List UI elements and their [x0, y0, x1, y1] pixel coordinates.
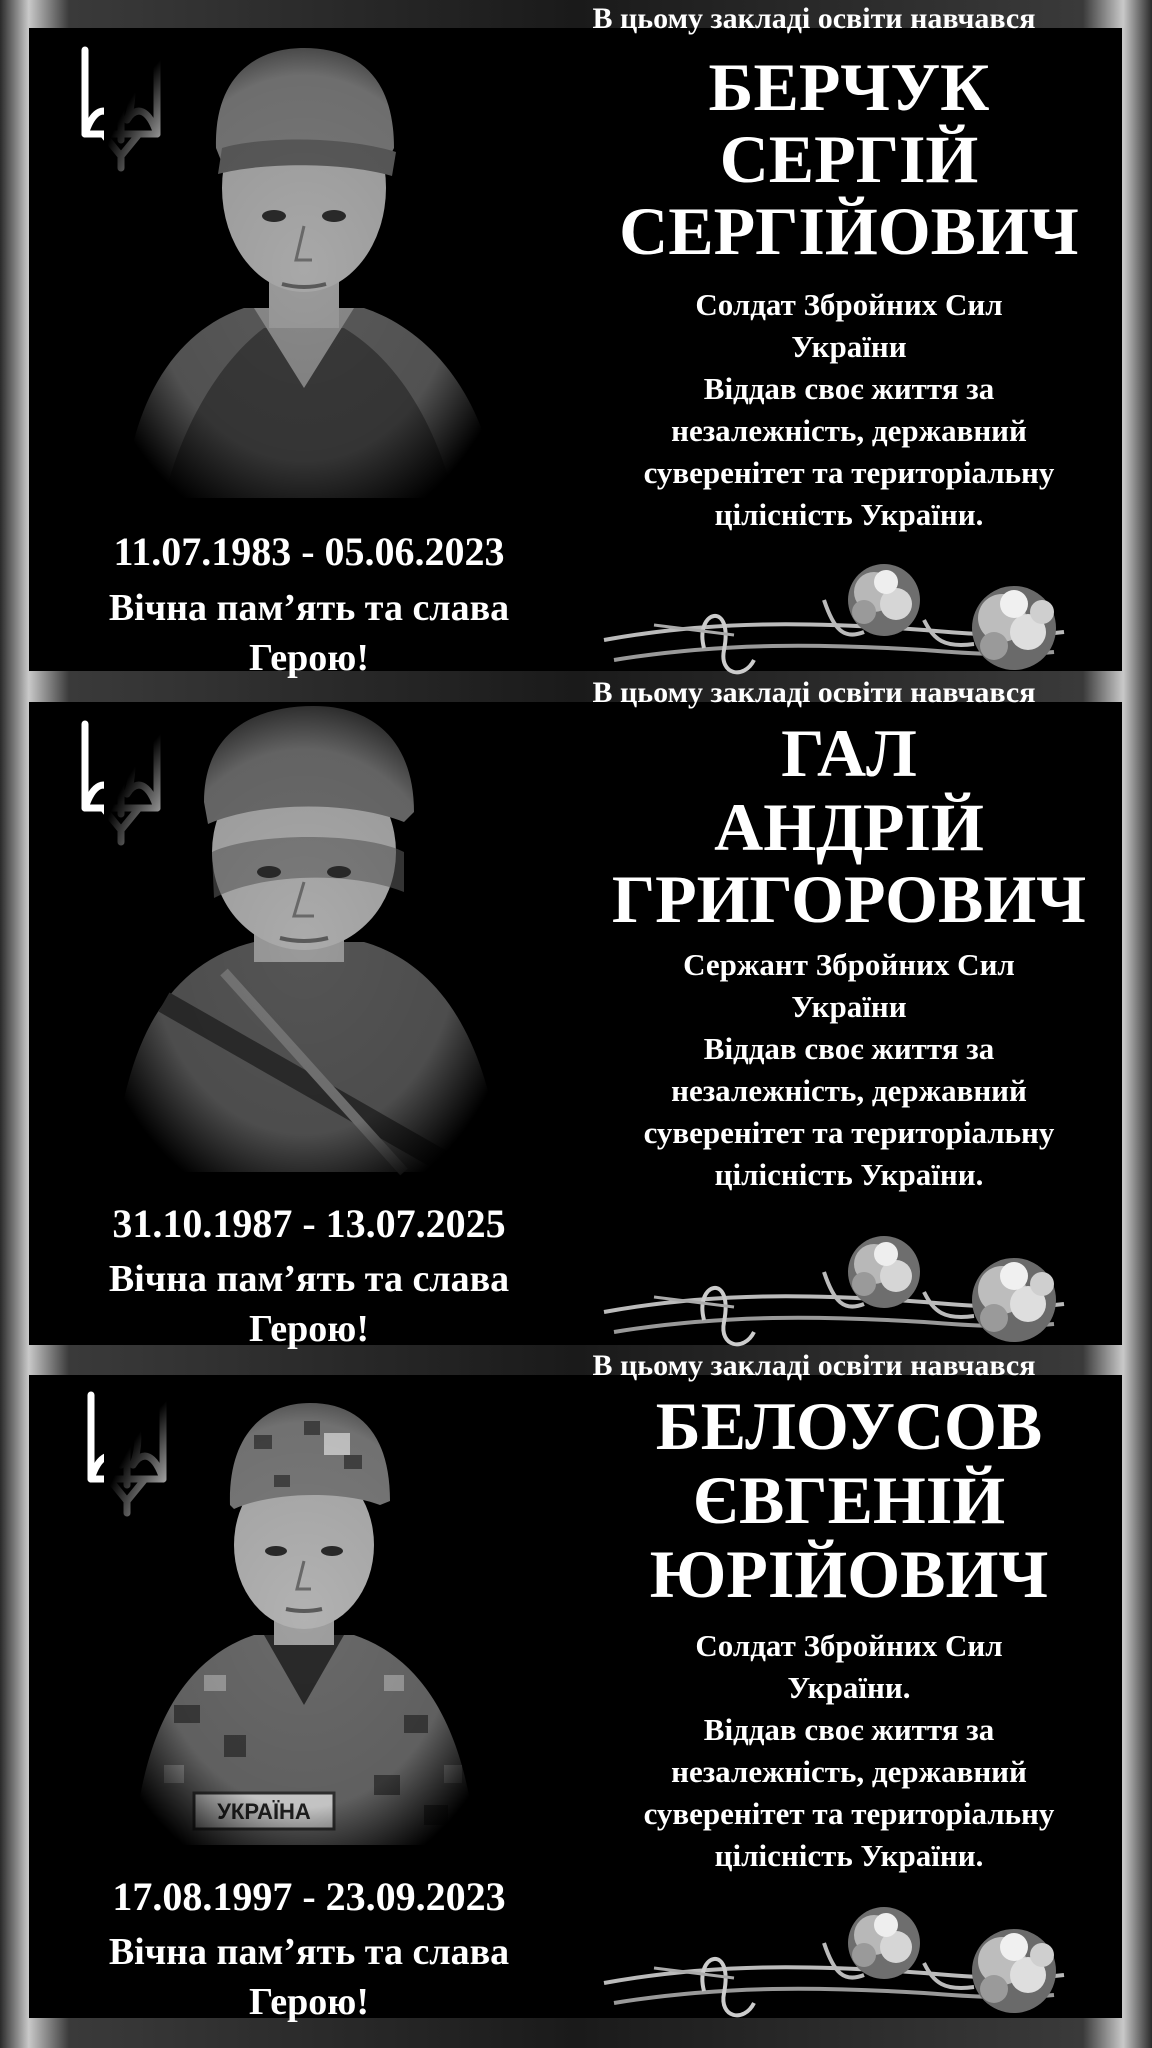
studied-here-line: В цьому закладі освіти навчався — [592, 676, 1036, 709]
description-line: суверенітет та територіальну — [643, 1115, 1055, 1150]
carnations-icon — [594, 1232, 1084, 1362]
description-line: Віддав своє життя за — [703, 1031, 995, 1066]
surname: БЕРЧУК — [708, 49, 990, 125]
description-line: Віддав своє життя за — [703, 1712, 995, 1747]
soldier-portrait — [104, 702, 504, 1202]
first-name: СЕРГІЙ — [719, 121, 979, 197]
carnations-icon — [594, 560, 1084, 690]
patronymic: ЮРІЙОВИЧ — [649, 1536, 1049, 1612]
memorial-plaque — [29, 2, 1122, 679]
memorial-plaque — [29, 1349, 1122, 2023]
memory-line: Вічна пам’ять та слава — [108, 1931, 510, 1973]
description-line: суверенітет та територіальну — [643, 455, 1055, 490]
memory-line: Вічна пам’ять та слава — [108, 587, 510, 629]
description-line: цілісність України. — [714, 1157, 984, 1192]
memory-line-hero: Герою! — [249, 1308, 369, 1350]
surname: БЕЛОУСОВ — [655, 1388, 1043, 1464]
soldier-portrait — [104, 28, 504, 528]
description-line: незалежність, державний — [671, 413, 1027, 448]
studied-here-line: В цьому закладі освіти навчався — [592, 2, 1036, 35]
patronymic: СЕРГІЙОВИЧ — [619, 193, 1079, 269]
description-line: суверенітет та територіальну — [643, 1796, 1055, 1831]
description-line: Віддав своє життя за — [703, 371, 995, 406]
description-line: незалежність, державний — [671, 1754, 1027, 1789]
carnations-icon — [594, 1903, 1084, 2033]
life-dates: 17.08.1997 - 23.09.2023 — [112, 1874, 506, 1919]
memory-line-hero: Герою! — [249, 1981, 369, 2023]
rank-line-country: України — [791, 329, 907, 364]
memorial-plaque — [29, 676, 1122, 1350]
life-dates: 11.07.1983 - 05.06.2023 — [113, 529, 505, 574]
rank-line-country: України — [791, 989, 907, 1024]
description-line: незалежність, державний — [671, 1073, 1027, 1108]
memory-line-hero: Герою! — [249, 637, 369, 679]
studied-here-line: В цьому закладі освіти навчався — [592, 1349, 1036, 1382]
description-line: цілісність України. — [714, 1838, 984, 1873]
rank-line-country: України. — [787, 1670, 911, 1705]
soldier-portrait — [104, 1375, 504, 1875]
rank-line: Солдат Збройних Сил — [695, 287, 1003, 322]
life-dates: 31.10.1987 - 13.07.2025 — [112, 1201, 506, 1246]
first-name: АНДРІЙ — [714, 789, 984, 865]
surname: ГАЛ — [781, 715, 917, 791]
memory-line: Вічна пам’ять та слава — [108, 1258, 510, 1300]
rank-line: Сержант Збройних Сил — [683, 947, 1015, 982]
first-name: ЄВГЕНІЙ — [692, 1462, 1006, 1538]
description-line: цілісність України. — [714, 497, 984, 532]
rank-line: Солдат Збройних Сил — [695, 1628, 1003, 1663]
patronymic: ГРИГОРОВИЧ — [611, 861, 1087, 937]
